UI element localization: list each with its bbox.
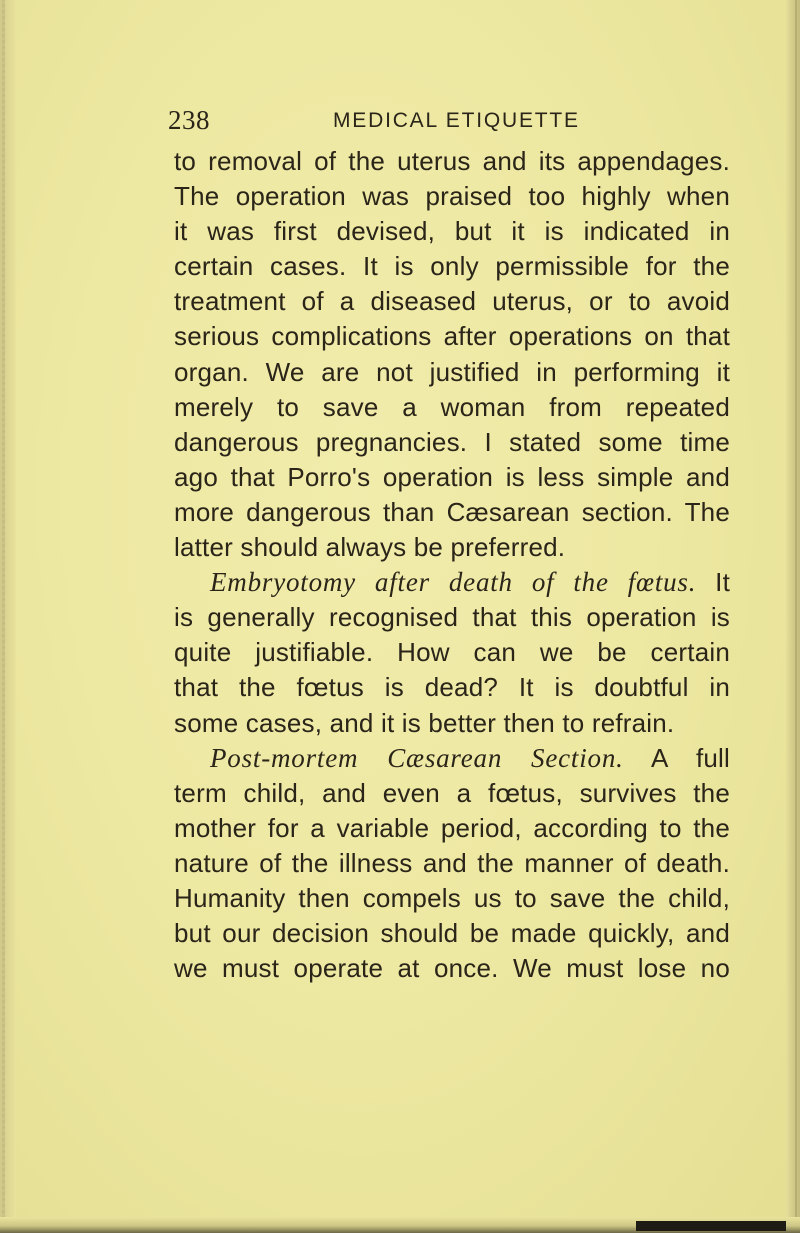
text-line: merely to save a woman from repeated bbox=[174, 391, 730, 422]
text-line: we must operate at once. We must lose no bbox=[174, 953, 730, 984]
section-heading-post-mortem: Post-mortem Cæsarean Section. bbox=[210, 742, 624, 773]
text-line: certain cases. It is only permissible for the bbox=[174, 251, 730, 282]
text-line: is generally recognised that this operation is bbox=[174, 602, 730, 633]
text-line: that the fœtus is dead? It is doubtful in bbox=[174, 672, 730, 703]
text-line: some cases, and it is better then to refrain. bbox=[174, 707, 675, 738]
page-bottom-mark bbox=[636, 1221, 786, 1231]
running-head: MEDICAL ETIQUETTE bbox=[333, 109, 580, 132]
text-line: it was first devised, but it is indicated in bbox=[174, 216, 730, 247]
section-heading-line bbox=[174, 565, 730, 600]
section-heading-embryotomy: Embryotomy after death of the fœtus. bbox=[210, 567, 697, 598]
text-line: nature of the illness and the manner of death. bbox=[174, 847, 730, 878]
text-line: Humanity then compels us to save the child, bbox=[174, 882, 730, 913]
text-line: The operation was praised too highly when bbox=[174, 181, 730, 212]
section-heading-line bbox=[174, 741, 730, 776]
heading-line-continuation: A full bbox=[651, 742, 730, 773]
text-line: more dangerous than Cæsarean section. The bbox=[174, 496, 730, 527]
text-line: quite justifiable. How can we be certain bbox=[174, 637, 730, 668]
page-header bbox=[168, 104, 728, 138]
page-binding-edge bbox=[0, 0, 16, 1233]
body-text bbox=[174, 144, 730, 986]
page-right-edge bbox=[786, 0, 800, 1233]
text-line: but our decision should be made quickly, and bbox=[174, 918, 730, 949]
text-line: dangerous pregnancies. I stated some time bbox=[174, 426, 730, 457]
text-line: serious complications after operations on that bbox=[174, 321, 730, 352]
text-line: organ. We are not justified in performing it bbox=[174, 356, 730, 387]
text-line: ago that Porro's operation is less simple and bbox=[174, 461, 730, 492]
text-line: treatment of a diseased uterus, or to avoid bbox=[174, 286, 730, 317]
text-line: to removal of the uterus and its appendages. bbox=[174, 146, 730, 176]
text-line: mother for a variable period, according to the bbox=[174, 812, 730, 843]
text-line: latter should always be preferred. bbox=[174, 532, 566, 563]
page-number: 238 bbox=[168, 105, 210, 135]
heading-line-continuation: It bbox=[715, 567, 730, 598]
text-line: term child, and even a fœtus, survives the bbox=[174, 777, 730, 808]
